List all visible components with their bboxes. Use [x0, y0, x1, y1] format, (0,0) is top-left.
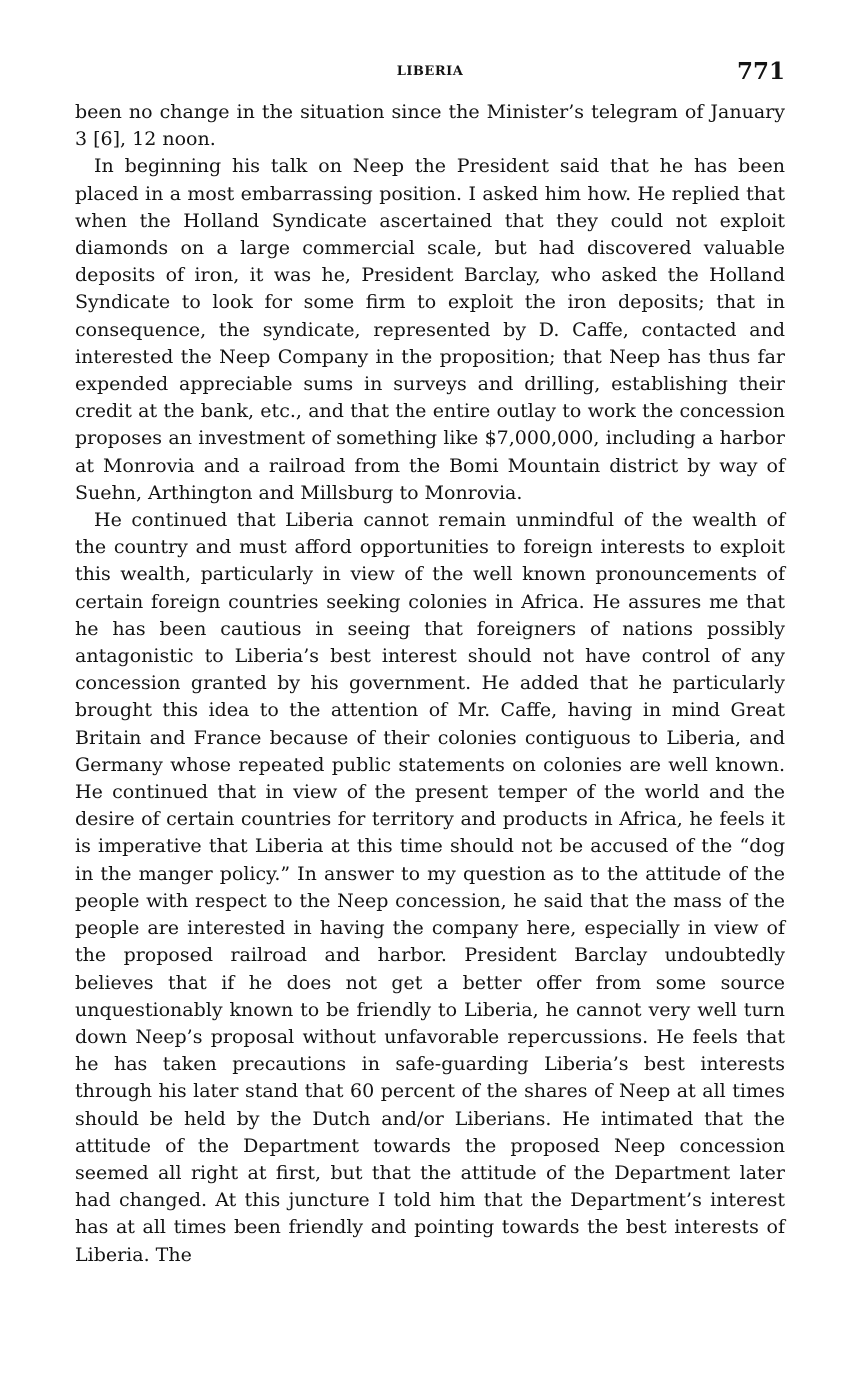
document-page — [75, 58, 785, 1269]
running-head: LIBERIA — [396, 64, 464, 79]
paragraph-continued: been no change in the situation since the Minister’s telegram of January 3 [6], 12 noon. — [75, 101, 785, 151]
paragraph: In beginning his talk on Neep the President said that he has been placed in a most embarrassing position. I asked him how. He replied that when the Holland Syndicate ascertained that they could not exploit diamonds on a large commercial scale, but had discovered valuable deposits of iron, it was he, President Barclay, who asked the Holland Syndicate to look for some firm to exploit the iron deposits; that in consequence, the syndicate, represented by D. Caffe, contacted and interested the Neep Company in the proposition; that Neep has thus far expended appreciable sums in surveys and drilling, establishing their credit at the bank, etc., and that the entire outlay to work the concession proposes an investment of something like $7,000,000, including a harbor at Monrovia and a railroad from the Bomi Mountain district by way of Suehn, Arthington and Millsburg to Monrovia. — [75, 155, 785, 504]
page-number: 771 — [736, 58, 785, 85]
paragraph: He continued that Liberia cannot remain unmindful of the wealth of the country and must afford opportunities to foreign interests to exploit this wealth, particularly in view of the well known pronouncements of certain foreign countries seeking colonies in Africa. He assures me that he has been cautious in seeing that foreigners of nations possibly antagonistic to Liberia’s best interest should not have control of any concession granted by his government. He added that he particularly brought this idea to the attention of Mr. Caffe, having in mind Great Britain and France because of their colonies contiguous to Liberia, and Germany whose repeated public statements on colonies are well known. He continued that in view of the present temper of the world and the desire of certain countries for territory and products in Africa, he feels it is imperative that Liberia at this time should not be accused of the “dog in the manger policy.” In answer to my question as to the attitude of the people with respect to the Neep concession, he said that the mass of the people are interested in having the company here, especially in view of the proposed railroad and harbor. President Barclay undoubtedly believes that if he does not get a better offer from some source unquestionably known to be friendly to Liberia, he cannot very well turn down Neep’s proposal without unfavorable repercussions. He feels that he has taken precautions in safe-guarding Liberia’s best interests through his later stand that 60 percent of the shares of Neep at all times should be held by the Dutch and/or Liberians. He intimated that the attitude of the Department towards the proposed Neep concession seemed all right at first, but that the attitude of the Department later had changed. At this juncture I told him that the Department’s interest has at all times been friendly and pointing towards the best interests of Liberia. The — [75, 509, 785, 1266]
page-header — [75, 58, 785, 92]
body-text — [75, 99, 785, 1269]
